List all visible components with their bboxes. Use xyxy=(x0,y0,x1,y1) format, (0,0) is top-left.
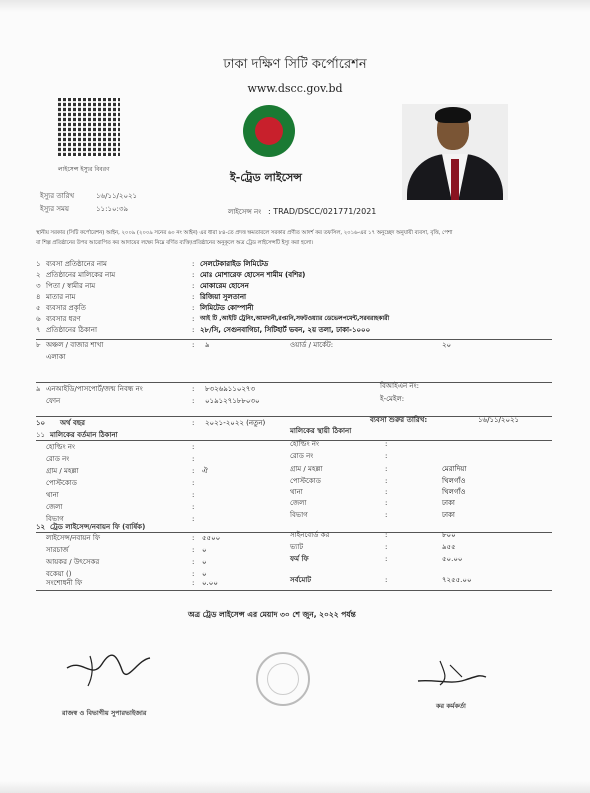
fees-heading: ট্রেড লাইসেন্স/নবায়ন ফি (বার্ষিক) xyxy=(50,523,146,531)
perm-address-label: গ্রাম / মহল্লা xyxy=(290,465,323,473)
address-label: গ্রাম / মহল্লা xyxy=(46,467,79,475)
fee-value-right: ৯৫৫ xyxy=(442,543,456,551)
field-colon: : xyxy=(192,260,195,268)
area-label: এলাকা xyxy=(46,353,66,361)
colon: : xyxy=(192,570,195,578)
field-no: ১ xyxy=(36,260,41,268)
field-label: প্রতিষ্ঠানের ঠিকানা xyxy=(46,326,98,334)
colon: : xyxy=(192,503,195,511)
perm-address-label: বিভাগ xyxy=(290,511,308,519)
colon: : xyxy=(192,579,195,587)
address-label: পোস্টকোড xyxy=(46,479,77,487)
colon: : xyxy=(385,477,388,485)
fiscal-colon: : xyxy=(192,419,195,427)
qr-code xyxy=(58,98,120,156)
colon: : xyxy=(385,543,388,551)
owner-photo xyxy=(402,104,508,200)
field-value: মোকারেম হোসেন xyxy=(200,282,249,290)
start-date-label: ব্যবসা শুরুর তারিখ: xyxy=(370,416,428,424)
left-signatory: রাজস্ব ও বিভাগীয় সুপারভাইজার xyxy=(62,709,147,717)
colon: : xyxy=(385,440,388,448)
fee-label-right: সাইনবোর্ড কর xyxy=(290,531,330,539)
divider xyxy=(36,382,552,383)
field-colon: : xyxy=(192,326,195,334)
license-no: : TRAD/DSCC/021771/2021 xyxy=(268,207,377,216)
right-signature xyxy=(410,655,490,691)
ward-value: ২০ xyxy=(442,341,452,349)
colon: : xyxy=(192,546,195,554)
fiscal-no: ১০ xyxy=(36,419,46,427)
address-label: বিভাগ xyxy=(46,515,64,523)
field-no: ৫ xyxy=(36,304,41,312)
fee-label: বকেয়া () xyxy=(46,570,72,578)
field-label: পিতা / স্বামীর নাম xyxy=(46,282,96,290)
left-signature xyxy=(62,650,154,690)
phone-colon: : xyxy=(192,397,195,405)
license-title: ই-ট্রেড লাইসেন্স xyxy=(230,171,302,184)
fee-label: সারচার্জ xyxy=(46,546,69,554)
issue-date-label: ইস্যুর তারিখ xyxy=(40,192,75,200)
colon: : xyxy=(192,443,195,451)
fee-label: সংশোধনী ফি xyxy=(46,579,83,587)
divider xyxy=(36,590,552,591)
scan-edge-bottom xyxy=(0,781,590,793)
colon: : xyxy=(385,452,388,460)
address-no: ১১ xyxy=(36,431,46,439)
preamble-line-2: বা শিল্প প্রতিষ্ঠানের উপর আরোপিত কর আদায়ের লক্ষ্যে নিম্নে বর্ণিত ব্যক্তি/প্রতিষ্ঠানের অনুকূলে অত্র ট্রেড লাইসেন্সটি ইস্যু করা হলো। xyxy=(36,240,314,246)
address-label: রোড নং xyxy=(46,455,70,463)
fee-label: লাইসেন্স/নবায়ন ফি xyxy=(46,534,100,542)
nid-label: এনআইডি/পাসপোর্ট/জন্ম নিবন্ধ নং xyxy=(46,385,143,393)
colon: : xyxy=(385,511,388,519)
perm-address-value: মেরাদিয়া xyxy=(442,465,467,473)
field-colon: : xyxy=(192,304,195,312)
field-value: ২৮/সি, সেগুনবাগিচা, সিটিহার্ট ভবন, ২য় তলা, ঢাকা-১০০০ xyxy=(200,326,371,334)
field-colon: : xyxy=(192,315,195,323)
fiscal-label: অর্থ বছর xyxy=(60,419,86,427)
start-date-value: ১৬/১১/২০২১ xyxy=(478,416,520,424)
colon: : xyxy=(385,465,388,473)
field-no: ৬ xyxy=(36,315,41,323)
total-value: ৭২৫৫.০০ xyxy=(442,576,472,584)
perm-address-value: ঢাকা xyxy=(442,511,455,519)
perm-address-value: ঢাকা xyxy=(442,499,455,507)
field-no: ৩ xyxy=(36,282,41,290)
right-signatory: কর কর্মকর্তা xyxy=(436,702,466,710)
license-no-label: লাইসেন্স নং xyxy=(228,208,262,216)
address-label: থানা xyxy=(46,491,59,499)
colon: : xyxy=(192,515,195,523)
field-value: সেলটেকারাইড লিমিটেড xyxy=(200,260,269,268)
field-label: ব্যবসার প্রকৃতি xyxy=(46,304,86,312)
scan-edge-top xyxy=(0,0,590,12)
perm-address-label: থানা xyxy=(290,488,303,496)
official-seal xyxy=(256,652,310,706)
fee-value: ০ xyxy=(202,546,207,554)
colon: : xyxy=(385,531,388,539)
fees-no: ১২ xyxy=(36,523,46,531)
fee-label-right: ভ্যাট xyxy=(290,543,304,551)
field-no: ৭ xyxy=(36,326,41,334)
fee-value-right: ৮০০ xyxy=(442,531,456,539)
dscc-logo xyxy=(243,105,295,157)
zone-no: ৮ xyxy=(36,341,41,349)
field-no: ২ xyxy=(36,271,41,279)
phone-label: ফোন xyxy=(46,397,61,405)
colon: : xyxy=(385,488,388,496)
perm-address-value: খিলগাঁও xyxy=(442,488,466,496)
ward-label: ওয়ার্ড / মার্কেট: xyxy=(290,341,334,349)
preamble-line-1: স্থানীয় সরকার (সিটি কর্পোরেশন) আইন, ২০০৯ (২০০৯ সনের ৬০ নং আইন) এর ধারা ৮৪-তে প্রদত্ত ক্ষমতাবলে সরকার প্রণীত আদর্শ কর তফসিল, ২০১৬-এর ১৭ অনুচ্ছেদ অনুযায়ী ব্যবসা, বৃত্তি, পেশা xyxy=(36,230,453,236)
issue-time-label: ইস্যুর সময় xyxy=(40,205,70,213)
field-value: লিমিটেড কোম্পানী xyxy=(200,304,254,312)
field-no: ৪ xyxy=(36,293,41,301)
colon: : xyxy=(192,534,195,542)
perm-address-value: খিলগাঁও xyxy=(442,477,466,485)
nid-colon: : xyxy=(192,385,195,393)
colon: : xyxy=(385,499,388,507)
fee-value: ০ xyxy=(202,558,207,566)
qr-caption: লাইসেন্স ইস্যুর বিবরণ xyxy=(58,166,110,173)
issue-date: ১৬/১১/২০২১ xyxy=(96,192,138,200)
nid-value: ৮৩২৬৯১১০২৭৩ xyxy=(205,385,256,393)
zone-label: অঞ্চল / বাজার শাখা xyxy=(46,341,104,349)
divider xyxy=(36,416,552,417)
fee-label-right: ফর্ম ফি xyxy=(290,555,309,563)
colon: : xyxy=(385,576,388,584)
present-address-heading: মালিকের বর্তমান ঠিকানা xyxy=(50,431,118,439)
colon: : xyxy=(192,455,195,463)
field-value: আই টি ,আইটি ট্রেনিং,আমদানী,রপ্তানি,সফটওয়্যার ডেভেলপমেন্ট,সরবরাহকারী xyxy=(200,315,390,322)
phone-value: ০১৯১২৭১৮৮০৩০ xyxy=(205,397,260,405)
fiscal-value: ২০২১-২০২২ (নতুন) xyxy=(205,419,266,427)
email-label: ই-মেইল: xyxy=(380,395,405,403)
website-url: www.dscc.gov.bd xyxy=(247,82,343,95)
field-value: রিজিয়া সুলতানা xyxy=(200,293,247,301)
fee-value: ০.০০ xyxy=(202,579,218,587)
fee-value-right: ৫০.০০ xyxy=(442,555,463,563)
field-label: ব্যবসার ধরণ xyxy=(46,315,81,323)
address-value: ঐ xyxy=(202,467,208,475)
field-label: ব্যবসা প্রতিষ্ঠানের নাম xyxy=(46,260,107,268)
nid-no: ৯ xyxy=(36,385,41,393)
colon: : xyxy=(385,555,388,563)
address-label: জেলা xyxy=(46,503,63,511)
fee-label: আয়কর / উৎসেকর xyxy=(46,558,100,566)
issue-time: ১১:১০:৩৯ xyxy=(96,205,128,213)
colon: : xyxy=(192,479,195,487)
zone-value: ৯ xyxy=(205,341,210,349)
perm-address-label: পোস্টকোড xyxy=(290,477,321,485)
colon: : xyxy=(192,558,195,566)
fee-value: ০ xyxy=(202,570,207,578)
perm-address-label: জেলা xyxy=(290,499,307,507)
org-title: ঢাকা দক্ষিণ সিটি কর্পোরেশন xyxy=(223,57,367,72)
colon: : xyxy=(192,467,195,475)
field-label: প্রতিষ্ঠানের মালিকের নাম xyxy=(46,271,116,279)
field-label: মাতার নাম xyxy=(46,293,76,301)
validity-note: অত্র ট্রেড লাইসেন্স এর মেয়াদ ৩০ শে জুন, ২০২২ পর্যন্ত xyxy=(188,610,356,619)
bin-label: বিআইএন নং: xyxy=(380,382,419,390)
field-colon: : xyxy=(192,271,195,279)
divider xyxy=(36,339,552,340)
permanent-address-heading: মালিকের স্থায়ী ঠিকানা xyxy=(290,427,352,435)
field-colon: : xyxy=(192,282,195,290)
address-label: হোল্ডিং নং xyxy=(46,443,75,451)
perm-address-label: হোল্ডিং নং xyxy=(290,440,319,448)
field-colon: : xyxy=(192,293,195,301)
fee-value: ৫৫০০ xyxy=(202,534,221,542)
zone-colon: : xyxy=(192,341,195,349)
total-label: সর্বমোট xyxy=(290,576,312,584)
colon: : xyxy=(192,491,195,499)
perm-address-label: রোড নং xyxy=(290,452,314,460)
field-value: মোঃ মোশারেফ হোসেন শামীম (বশির) xyxy=(200,271,306,279)
